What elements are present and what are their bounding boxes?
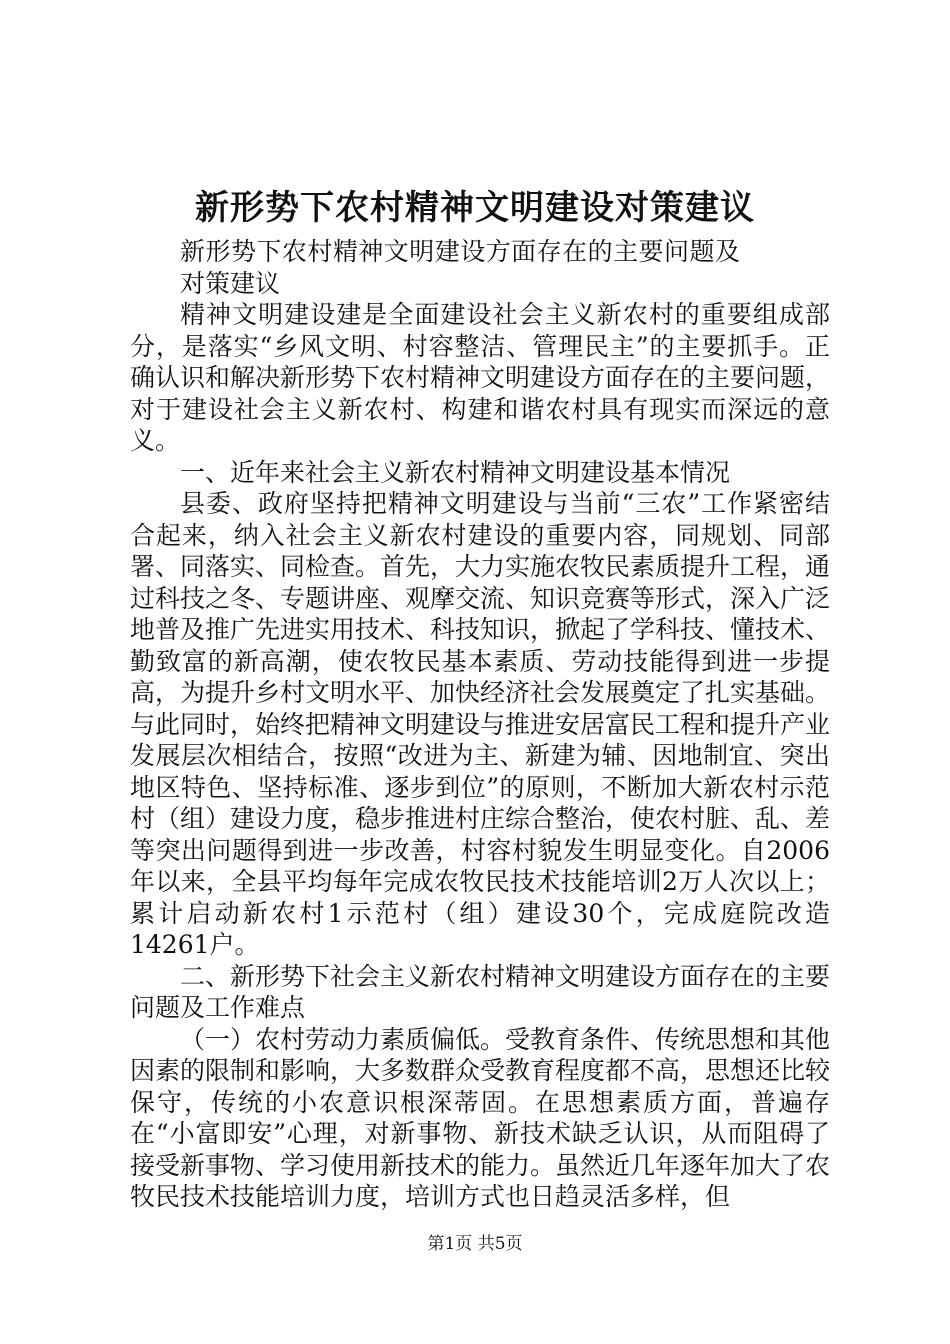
paragraph-section-1: 县委、政府坚持把精神文明建设与当前“三农”工作紧密结合起来，纳入社会主义新农村建设的重要内容，同规划、同部署、同落实、同检查。首先，大力实施农牧民素质提升工程，通过科技之冬、专题讲座、观摩交流、知识竞赛等形式，深入广泛地普及推广先进实用技术、科技知识，掀起了学科技、懂技术、勤致富的新高潮，使农牧民基本素质、劳动技能得到进一步提高，为提升乡村文明水平、加快经济社会发展奠定了扎实基础。与此同时，始终把精神文明建设与推进安居富民工程和提升产业发展层次相结合，按照“改进为主、新建为辅、因地制宜、突出地区特色、坚持标准、逐步到位”的原则，不断加大新农村示范村（组）建设力度，稳步推进村庄综合整治，使农村脏、乱、差等突出问题得到进一步改善，村容村貌发生明显变化。自2006年以来，全县平均每年完成农牧民技术技能培训2万人次以上；累计启动新农村1示范村（组）建设30个，完成庭院改造14261户。 [130, 489, 831, 959]
section-heading-1: 一、近年来社会主义新农村精神文明建设基本情况 [180, 457, 731, 487]
document-body [130, 236, 830, 1213]
document-subtitle: 新形势下农村精神文明建设方面存在的主要问题及对策建议 [180, 237, 740, 298]
paragraph-subsection-1: （一）农村劳动力素质偏低。受教育条件、传统思想和其他因素的限制和影响，大多数群众受教育程度都不高，思想还比较保守，传统的小农意识根深蒂固。在思想素质方面，普遍存在“小富即安”心理，对新事物、新技术缺乏认识，从而阻碍了接受新事物、学习使用新技术的能力。虽然近几年逐年加大了农牧民技术技能培训力度，培训方式也日趋灵活多样，但 [130, 1024, 831, 1211]
page-footer: 第1页 共5页 [427, 1234, 523, 1254]
section-heading-2: 二、新形势下社会主义新农村精神文明建设方面存在的主要问题及工作难点 [130, 961, 831, 1022]
paragraph-intro: 精神文明建设建是全面建设社会主义新农村的重要组成部分，是落实“乡风文明、村容整洁、管理民主”的主要抓手。正确认识和解决新形势下农村精神文明建设方面存在的主要问题，对于建设社会主义新农村、构建和谐农村具有现实而深远的意义。 [130, 300, 831, 455]
document-title: 新形势下农村精神文明建设对策建议 [195, 188, 755, 228]
